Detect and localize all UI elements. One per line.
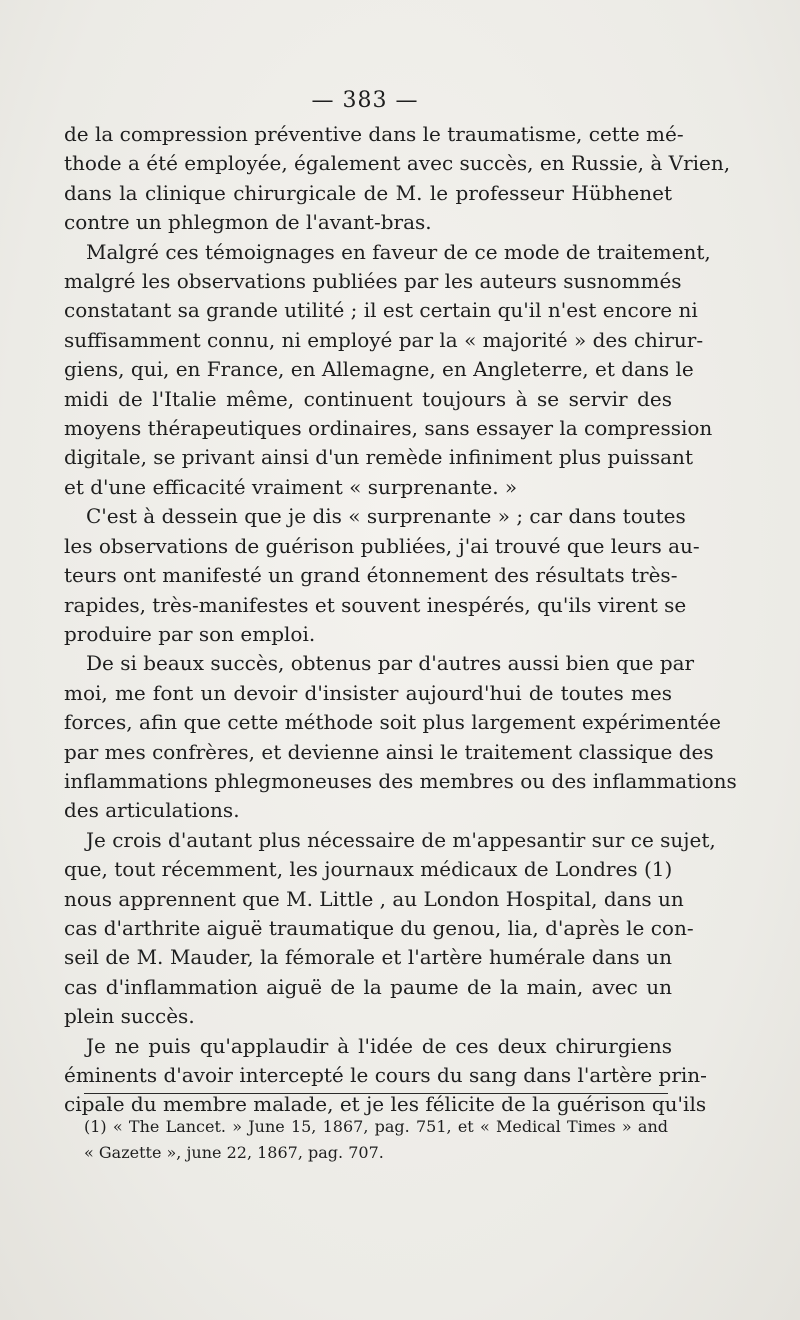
- page-number: — 383 —: [311, 88, 419, 113]
- text-line: suffisamment connu, ni employé par la « majorité » des chirur-: [64, 327, 704, 352]
- text-line: moyens thérapeutiques ordinaires, sans essayer la compression: [64, 416, 713, 441]
- text-line: par mes confrères, et devienne ainsi le traitement classique des: [64, 739, 714, 764]
- paragraph: [64, 502, 700, 649]
- text-line: seil de M. Mauder, la fémorale et l'artère humérale dans un: [64, 945, 672, 970]
- text-line: Je ne puis qu'applaudir à l'idée de ces deux chirurgiens: [86, 1033, 672, 1058]
- text-line: les observations de guérison publiées, j'ai trouvé que leurs au-: [64, 533, 700, 558]
- text-line: produire par son emploi.: [64, 621, 316, 646]
- text-line: Je crois d'autant plus nécessaire de m'appesantir sur ce sujet,: [86, 827, 716, 852]
- text-line: nous apprennent que M. Little , au London Hospital, dans un: [64, 886, 684, 911]
- footnote: [84, 1114, 668, 1166]
- text-line: moi, me font un devoir d'insister aujourd'hui de toutes mes: [64, 680, 672, 705]
- paragraph: [64, 826, 716, 1032]
- text-line: plein succès.: [64, 1004, 195, 1029]
- text-line: et d'une efficacité vraiment « surprenante. »: [64, 474, 518, 499]
- text-line: que, tout récemment, les journaux médicaux de Londres (1): [64, 857, 673, 882]
- text-line: malgré les observations publiées par les auteurs susnommés: [64, 269, 682, 294]
- footnote-divider: [84, 1093, 668, 1094]
- footnote-line: (1) « The Lancet. » June 15, 1867, pag. 751, et « Medical Times » and: [84, 1117, 668, 1136]
- body-text: [64, 120, 737, 1120]
- paragraph: [64, 649, 737, 825]
- text-line: rapides, très-manifestes et souvent inespérés, qu'ils virent se: [64, 592, 687, 617]
- text-line: dans la clinique chirurgicale de M. le professeur Hübhenet: [64, 180, 672, 205]
- text-line: cas d'arthrite aiguë traumatique du genou, lia, d'après le con-: [64, 915, 694, 940]
- text-line: Malgré ces témoignages en faveur de ce mode de traitement,: [86, 239, 711, 264]
- text-line: digitale, se privant ainsi d'un remède infiniment plus puissant: [64, 445, 693, 470]
- text-line: contre un phlegmon de l'avant-bras.: [64, 210, 432, 235]
- paragraph: [64, 1032, 707, 1120]
- text-line: giens, qui, en France, en Allemagne, en Angleterre, et dans le: [64, 357, 694, 382]
- text-line: constatant sa grande utilité ; il est certain qu'il n'est encore ni: [64, 298, 698, 323]
- text-line: cipale du membre malade, et je les félicite de la guérison qu'ils: [64, 1092, 707, 1117]
- text-line: de la compression préventive dans le traumatisme, cette mé-: [64, 122, 684, 146]
- text-line: éminents d'avoir intercepté le cours du sang dans l'artère prin-: [64, 1063, 707, 1087]
- paragraph: [64, 238, 713, 503]
- text-line: inflammations phlegmoneuses des membres ou des inflammations: [64, 768, 737, 793]
- text-line: De si beaux succès, obtenus par d'autres aussi bien que par: [86, 651, 695, 676]
- text-line: C'est à dessein que je dis « surprenante » ; car dans toutes: [86, 504, 686, 529]
- text-line: thode a été employée, également avec succès, en Russie, à Vrien,: [64, 151, 731, 176]
- text-line: midi de l'Italie même, continuent toujours à se servir des: [64, 386, 672, 411]
- text-line: forces, afin que cette méthode soit plus largement expérimentée: [64, 710, 721, 735]
- footnote-line: « Gazette », june 22, 1867, pag. 707.: [84, 1143, 384, 1162]
- text-line: teurs ont manifesté un grand étonnement des résultats très-: [64, 563, 678, 588]
- text-line: des articulations.: [64, 798, 240, 823]
- text-line: cas d'inflammation aiguë de la paume de la main, avec un: [64, 974, 672, 999]
- paragraph: [64, 120, 731, 238]
